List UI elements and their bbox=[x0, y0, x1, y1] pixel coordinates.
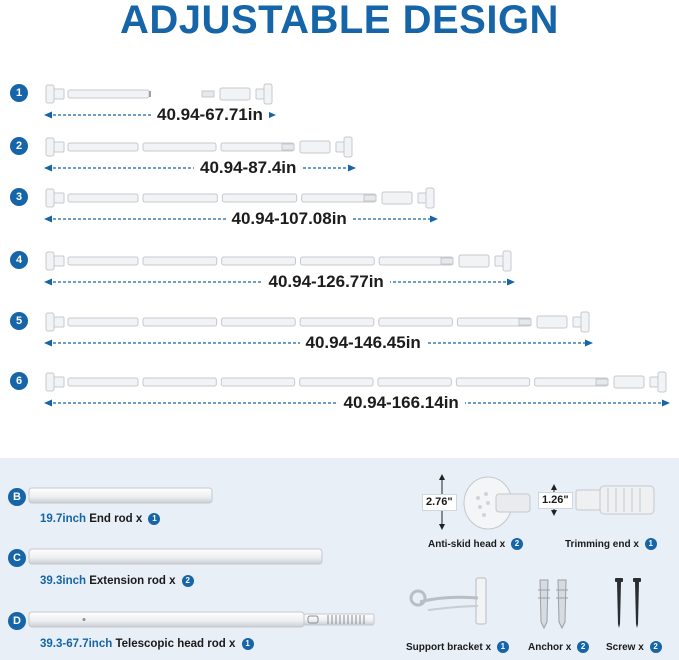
length-range-label: 40.94-107.08in bbox=[226, 210, 353, 228]
part-c-name: Extension rod x bbox=[89, 575, 176, 588]
length-range-label: 40.94-67.71in bbox=[151, 106, 269, 124]
configuration-5 bbox=[0, 308, 679, 356]
configuration-3 bbox=[0, 184, 679, 232]
anchor-qty: 2 bbox=[577, 641, 589, 653]
anti-skid-head-qty: 2 bbox=[511, 538, 523, 550]
trimming-end-label bbox=[565, 538, 657, 550]
page-title: ADJUSTABLE DESIGN bbox=[120, 0, 559, 42]
part-b-name: End rod x bbox=[89, 513, 143, 526]
part-c-dimension: 39.3inch bbox=[40, 575, 87, 588]
part-d-label bbox=[40, 638, 254, 650]
rod-assembly-image bbox=[0, 133, 679, 181]
part-c-label bbox=[40, 575, 194, 587]
part-b-dimension: 19.7inch bbox=[40, 513, 87, 526]
length-range-label: 40.94-126.77in bbox=[263, 273, 390, 291]
trimming-end-qty: 1 bbox=[645, 538, 657, 550]
configuration-1 bbox=[0, 80, 679, 128]
anchor-label bbox=[528, 641, 589, 653]
parts-panel bbox=[0, 458, 679, 660]
rod-assembly-image bbox=[0, 80, 679, 128]
screw-qty: 2 bbox=[650, 641, 662, 653]
anti-skid-head-name: Anti-skid head x bbox=[428, 538, 506, 550]
support-bracket-image bbox=[406, 576, 496, 628]
support-bracket-label bbox=[406, 641, 509, 653]
configuration-number-badge: 6 bbox=[10, 372, 28, 390]
configuration-6 bbox=[0, 368, 679, 416]
part-c-badge: C bbox=[8, 549, 26, 567]
configuration-2 bbox=[0, 133, 679, 181]
support-bracket-name: Support bracket x bbox=[406, 641, 492, 653]
part-b-qty: 1 bbox=[148, 513, 160, 525]
screw-image bbox=[610, 576, 650, 630]
trimming-end-name: Trimming end x bbox=[565, 538, 639, 550]
part-c-qty: 2 bbox=[182, 575, 194, 587]
length-range-label: 40.94-146.45in bbox=[300, 334, 427, 352]
configuration-number-badge: 2 bbox=[10, 137, 28, 155]
extension-rod-image bbox=[28, 548, 324, 566]
anti-skid-head-label bbox=[428, 538, 523, 550]
trimming-end-dimension: 1.26" bbox=[538, 492, 573, 509]
part-b-label bbox=[40, 513, 160, 525]
anchor-image bbox=[534, 576, 574, 630]
configuration-4 bbox=[0, 247, 679, 295]
screw-name: Screw x bbox=[606, 641, 644, 653]
screw-label bbox=[606, 641, 662, 653]
part-d-badge: D bbox=[8, 612, 26, 630]
end-rod-image bbox=[28, 487, 214, 505]
configuration-number-badge: 4 bbox=[10, 251, 28, 269]
length-range-label: 40.94-166.14in bbox=[338, 394, 465, 412]
telescopic-rod-image bbox=[28, 610, 378, 630]
part-b-badge: B bbox=[8, 488, 26, 506]
configuration-number-badge: 5 bbox=[10, 312, 28, 330]
part-d-name: Telescopic head rod x bbox=[115, 638, 236, 651]
part-d-dimension: 39.3-67.7inch bbox=[40, 638, 113, 651]
anchor-name: Anchor x bbox=[528, 641, 572, 653]
length-range-label: 40.94-87.4in bbox=[194, 159, 302, 177]
part-d-qty: 1 bbox=[242, 638, 254, 650]
anti-skid-head-dimension: 2.76" bbox=[422, 494, 457, 511]
support-bracket-qty: 1 bbox=[497, 641, 509, 653]
configuration-number-badge: 1 bbox=[10, 84, 28, 102]
configuration-number-badge: 3 bbox=[10, 188, 28, 206]
